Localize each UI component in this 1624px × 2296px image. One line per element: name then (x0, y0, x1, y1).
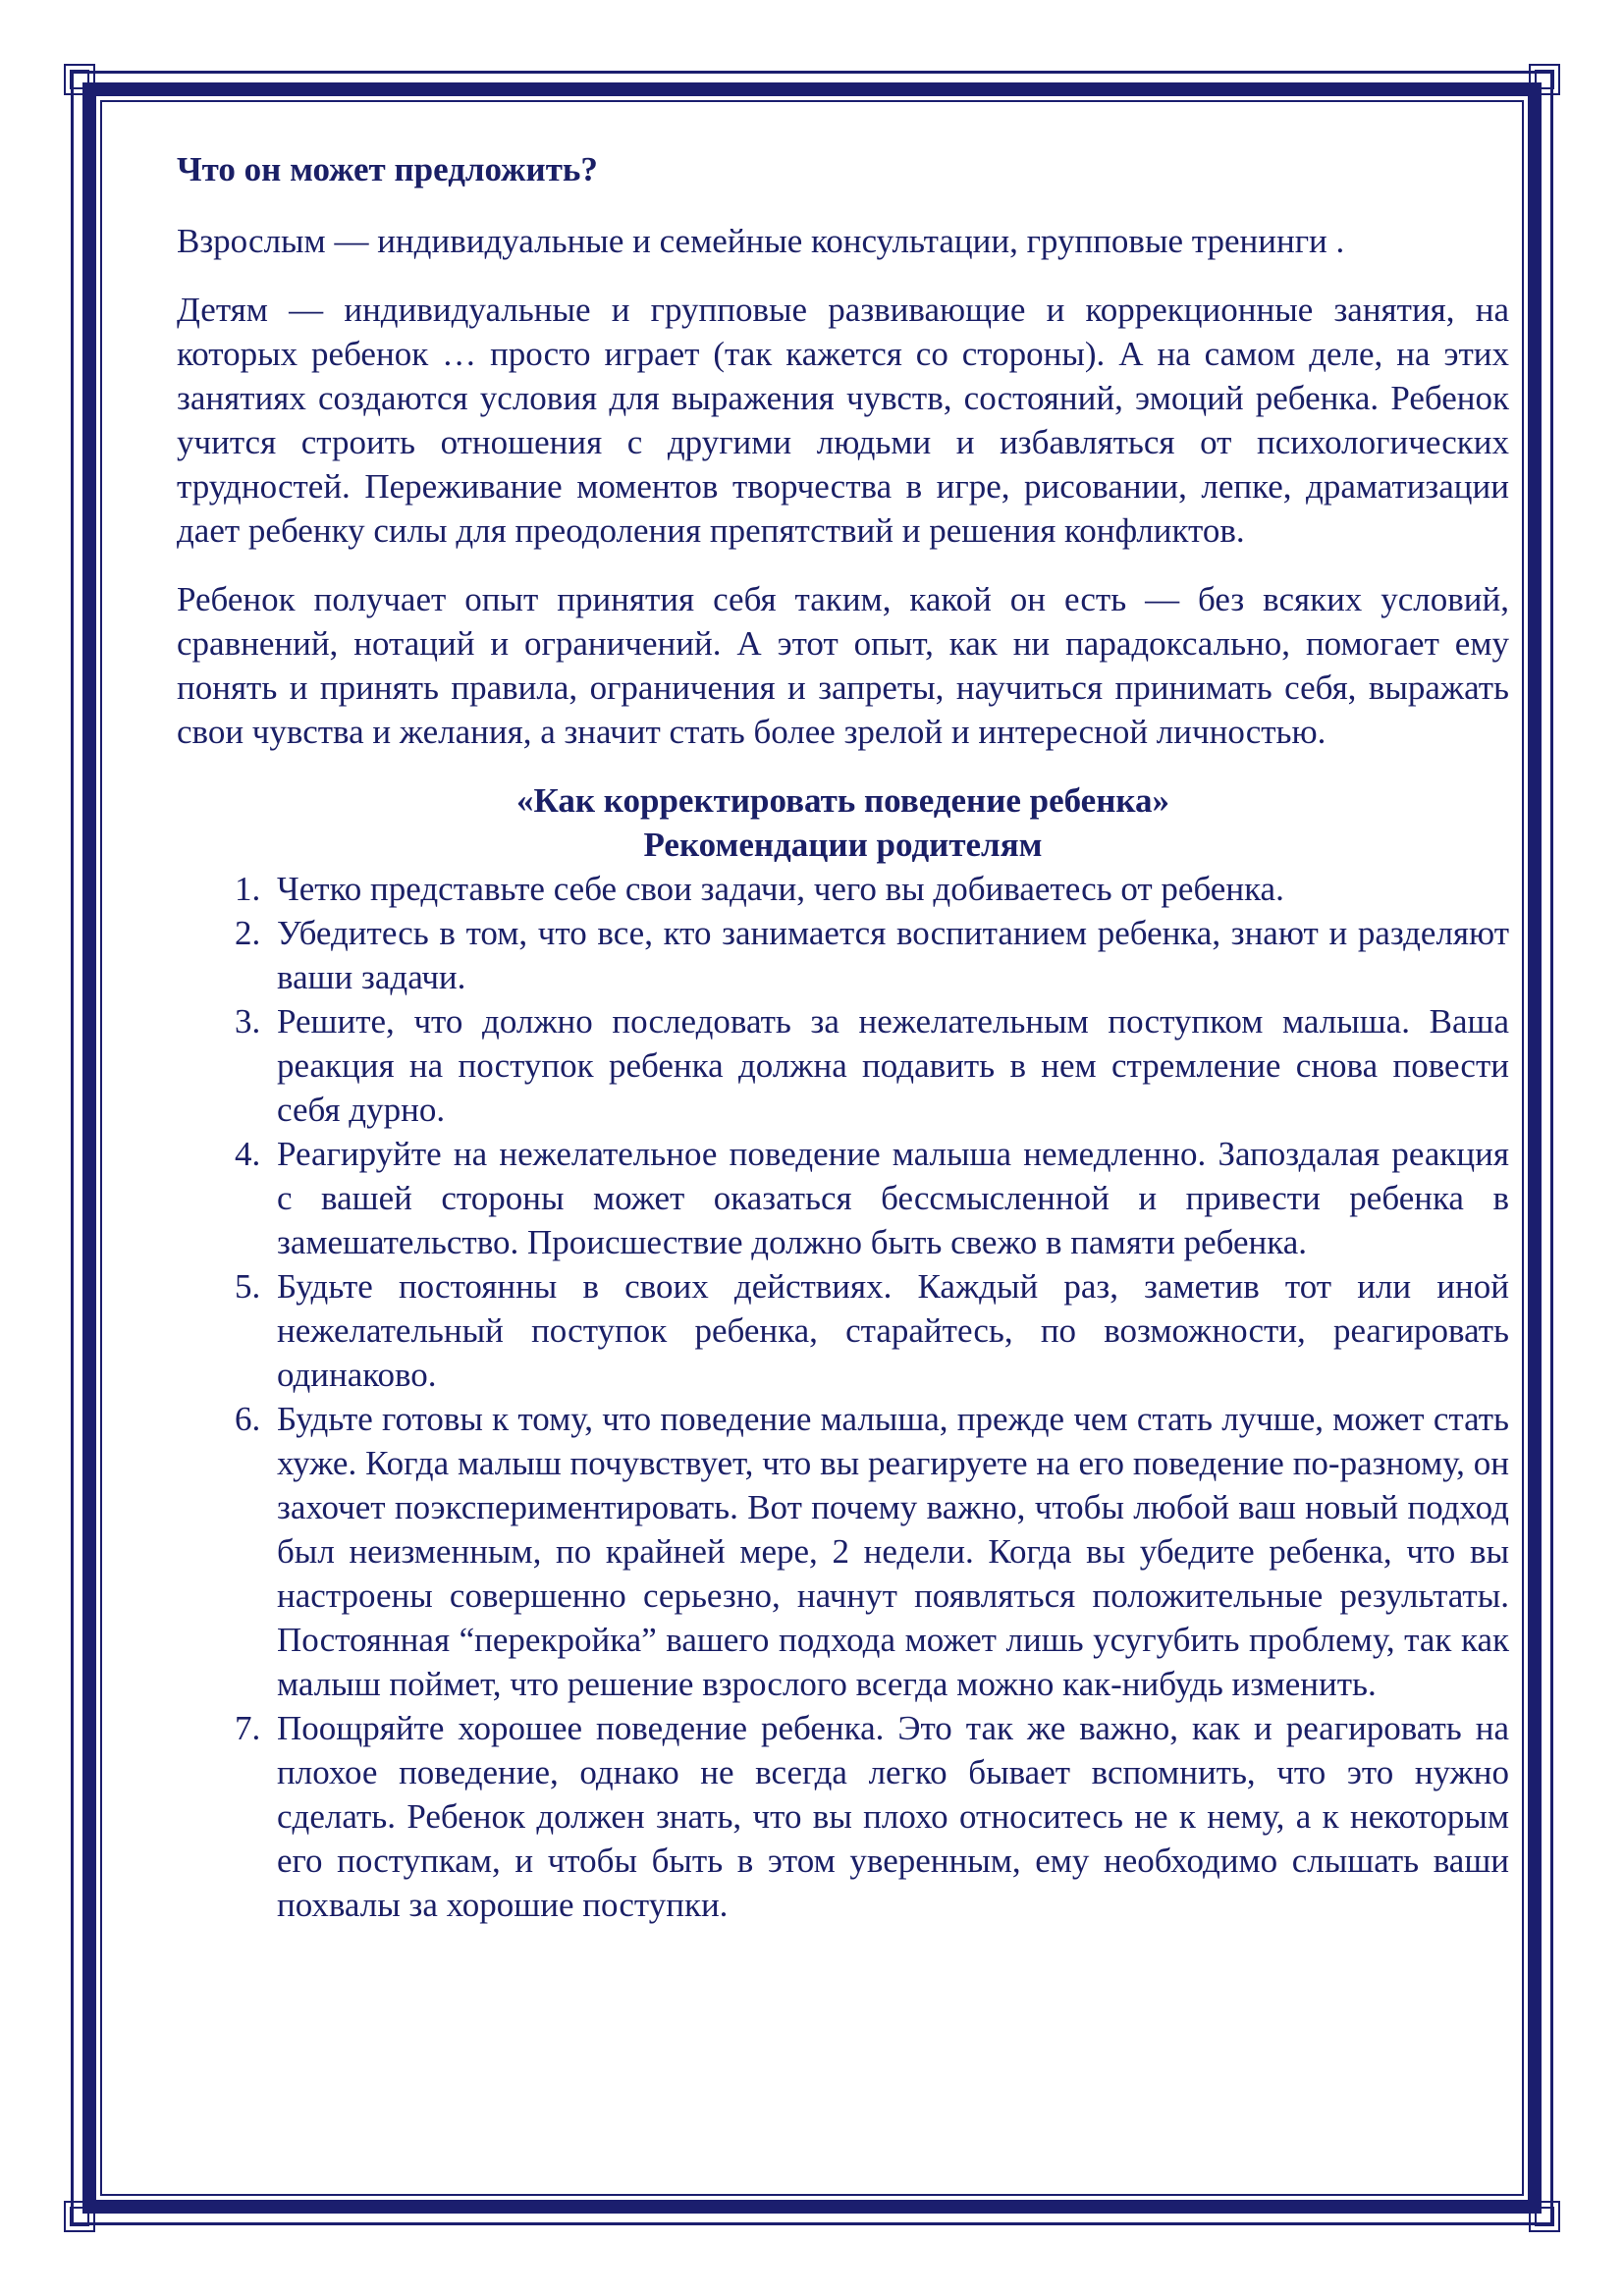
list-item: 1. Четко представьте себе свои задачи, чего вы добиваетесь от ребенка. (269, 867, 1509, 911)
list-item: 5. Будьте постоянны в своих действиях. Каждый раз, заметив тот или иной нежелательный поступок ребенка, старайтесь, по возможности, реагировать одинаково. (269, 1264, 1509, 1397)
list-item: 2. Убедитесь в том, что все, кто занимается воспитанием ребенка, знают и разделяют ваши задачи. (269, 911, 1509, 999)
corner-ornament-icon (1528, 63, 1561, 96)
list-item: 4. Реагируйте на нежелательное поведение малыша немедленно. Запоздалая реакция с вашей стороны может оказаться бессмысленной и привести ребенка в замешательство. Происшествие должно быть свежо в памяти ребенка. (269, 1132, 1509, 1264)
corner-ornament-icon (63, 63, 96, 96)
paragraph-experience: Ребенок получает опыт принятия себя таким, какой он есть — без всяких условий, сравнений, нотаций и ограничений. А этот опыт, как ни парадоксально, помогает ему понять и принять правила, ограничения и запреты, научиться принимать себя, выражать свои чувства и желания, а значит стать более зрелой и интересной личностью. (177, 580, 1509, 751)
list-item: 3. Решите, что должно последовать за нежелательным поступком малыша. Ваша реакция на поступок ребенка должна подавить в нем стремление снова повести себя дурно. (269, 999, 1509, 1132)
corner-ornament-icon (63, 2200, 96, 2233)
section-subtitle: Рекомендации родителям (643, 826, 1043, 864)
recommendations-list (177, 867, 1509, 1927)
list-item: 6. Будьте готовы к тому, что поведение малыша, прежде чем стать лучше, может стать хуже. Когда малыш почувствует, что вы реагируете на его поведение по-разному, он захочет поэкспериментировать. Вот почему важно, чтобы любой ваш новый подход был неизменным, по крайней мере, 2 недели. Когда вы убедите ребенка, что вы настроены совершенно серьезно, начнут появляться положительные результаты. Постоянная “перекройка” вашего подхода может лишь усугубить проблему, так как малыш поймет, что решение взрослого всегда можно как-нибудь изменить. (269, 1397, 1509, 1706)
document-body (177, 147, 1509, 1927)
document-heading: Что он может предложить? (177, 150, 598, 188)
corner-ornament-icon (1528, 2200, 1561, 2233)
list-item: 7. Поощряйте хорошее поведение ребенка. Это так же важно, как и реагировать на плохое поведение, однако не всегда легко бывает вспомнить, что это нужно сделать. Ребенок должен знать, что вы плохо относитесь не к нему, а к некоторым его поступкам, и чтобы быть в этом уверенным, ему необходимо слышать ваши похвалы за хорошие поступки. (269, 1706, 1509, 1927)
paragraph-children: Детям — индивидуальные и групповые развивающие и коррекционные занятия, на которых ребенок … просто играет (так кажется со стороны). А на самом деле, на этих занятиях создаются условия для выражения чувств, состояний, эмоций ребенка. Ребенок учится строить отношения с другими людьми и избавляться от психологических трудностей. Переживание моментов творчества в игре, рисовании, лепке, драматизации дает ребенку силы для преодоления препятствий и решения конфликтов. (177, 291, 1509, 550)
paragraph-adults: Взрослым — индивидуальные и семейные консультации, групповые тренинги . (177, 222, 1345, 260)
section-title: «Как корректировать поведение ребенка» (515, 781, 1170, 820)
